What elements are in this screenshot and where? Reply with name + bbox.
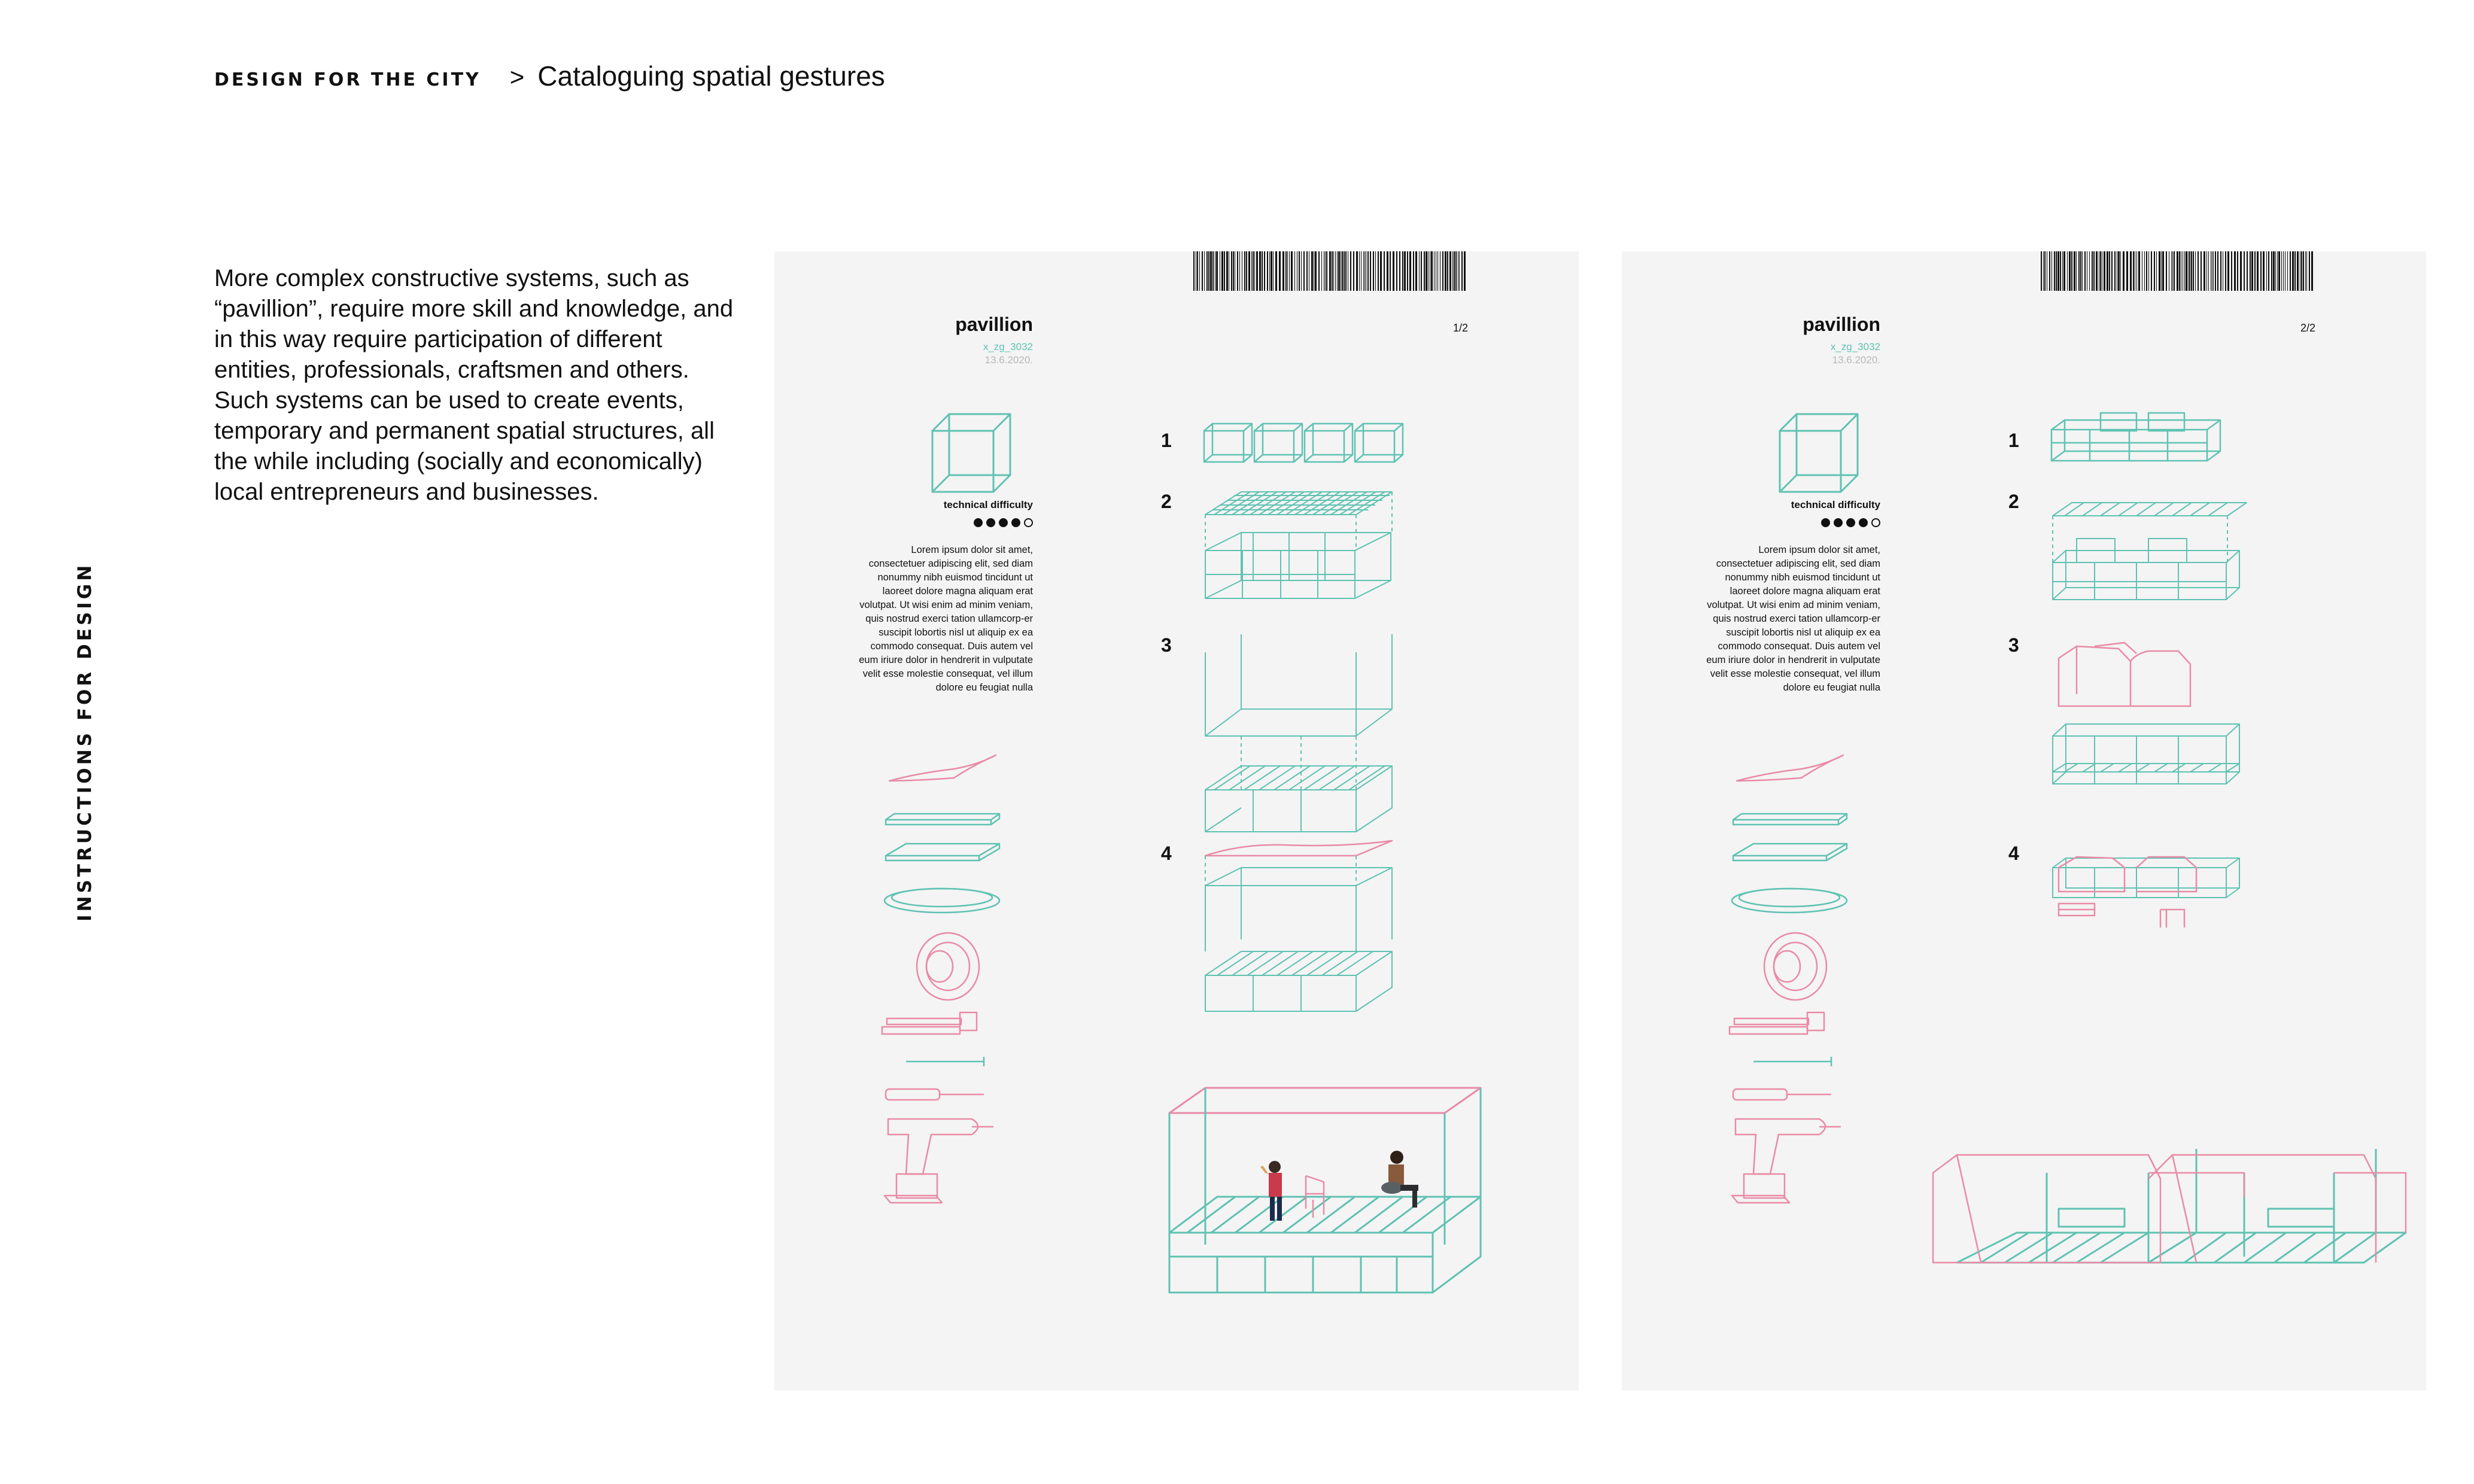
material-icon — [1737, 755, 1843, 781]
sheet-description: Lorem ipsum dolor sit amet, consectetuer adipiscing elit, sed diam nonummy nibh euismod tincidunt ut laoreet dolore magna aliquam erat volutpat. Ut wisi enim ad minim veniam, quis nostrud exerci tation ullamcorp-er suscipit lobortis nisl ut aliquip ex ea commodo consequat. Duis autem vel eum iriure dolor in hendrerit in vulputate velit esse molestie consequat, vel illum dolore eu feugiat nulla — [859, 545, 1033, 693]
tape-roll-icon — [917, 933, 979, 1000]
step-1-frames — [1204, 424, 1403, 462]
nail-icon — [906, 1057, 984, 1066]
rope-coil-icon — [1732, 889, 1847, 913]
catalogue-sheet-2 — [1622, 251, 2426, 1391]
sheet-code: x_zg_3032 — [1830, 341, 1880, 352]
catalogue-sheet-1 — [774, 251, 1579, 1391]
breadcrumb-separator: > — [509, 63, 525, 91]
wood-plank-icon — [1733, 844, 1847, 860]
cube-icon — [932, 414, 1010, 492]
sheet-date: 13.6.2020. — [1832, 354, 1880, 366]
step-number: 2 — [2008, 491, 2019, 512]
side-label: INSTRUCTIONS FOR DESIGN — [74, 562, 96, 922]
rope-coil-icon — [885, 889, 999, 913]
step-4-roof — [1205, 841, 1392, 856]
step-3-tents — [2059, 643, 2190, 706]
pavilion-final — [1957, 1149, 2406, 1263]
header — [214, 60, 885, 92]
material-icon — [889, 755, 996, 781]
step-2-deck — [2053, 503, 2247, 600]
screwdriver-icon — [886, 1089, 984, 1100]
step-2-deck — [1205, 492, 1392, 598]
step-number: 3 — [1161, 634, 1172, 656]
step-number: 4 — [1161, 843, 1172, 864]
step-number: 1 — [1161, 430, 1172, 451]
sheet-illustrations — [774, 251, 1579, 1391]
drill-icon — [885, 1119, 993, 1203]
sheet-illustrations — [1622, 251, 2426, 1391]
sheet-title: pavillion — [1803, 314, 1880, 335]
page-number: 2/2 — [2300, 322, 2316, 334]
step-number: 2 — [1161, 491, 1172, 512]
step-1-frames — [2051, 413, 2220, 461]
hammer-icon — [882, 1012, 977, 1034]
hammer-icon — [1730, 1012, 1824, 1034]
step-4-frame — [1205, 856, 1392, 1011]
step-number: 1 — [2008, 430, 2019, 451]
timber-board-icon — [886, 814, 999, 825]
pavilion-final — [1169, 1088, 1481, 1293]
sheet-date: 13.6.2020. — [984, 354, 1033, 366]
screwdriver-icon — [1733, 1089, 1831, 1100]
nail-icon — [1753, 1057, 1831, 1066]
difficulty-label: technical difficulty — [943, 499, 1033, 510]
difficulty-label: technical difficulty — [1791, 499, 1880, 510]
step-3-frame — [1205, 634, 1392, 832]
sheet-description: Lorem ipsum dolor sit amet, consectetuer adipiscing elit, sed diam nonummy nibh euismod tincidunt ut laoreet dolore magna aliquam erat volutpat. Ut wisi enim ad minim veniam, quis nostrud exerci tation ullamcorp-er suscipit lobortis nisl ut aliquip ex ea commodo consequat. Duis autem vel eum iriure dolor in hendrerit in vulputate velit esse molestie consequat, vel illum dolore eu feugiat nulla — [1706, 545, 1880, 693]
step-3-frame — [2053, 724, 2239, 784]
breadcrumb-section: Cataloguing spatial gestures — [537, 60, 885, 92]
cube-icon — [1780, 414, 1858, 492]
drill-icon — [1732, 1119, 1841, 1203]
sheet-code: x_zg_3032 — [983, 341, 1033, 352]
step-number: 4 — [2008, 843, 2019, 864]
wood-plank-icon — [886, 844, 999, 860]
timber-board-icon — [1733, 814, 1847, 825]
brand-title: DESIGN FOR THE CITY — [214, 69, 481, 90]
step-number: 3 — [2008, 634, 2019, 656]
tape-roll-icon — [1764, 933, 1826, 1000]
page-number: 1/2 — [1453, 322, 1469, 334]
sheet-title: pavillion — [955, 314, 1033, 335]
intro-paragraph: More complex constructive systems, such as “pavillion”, require more skill and knowledge, and in this way require participation of different entities, professionals, craftsmen and others. Such systems can be used to create events, temporary and permanent spatial structures, all the while including (socially and economically) local entrepreneurs and businesses. — [214, 265, 734, 505]
